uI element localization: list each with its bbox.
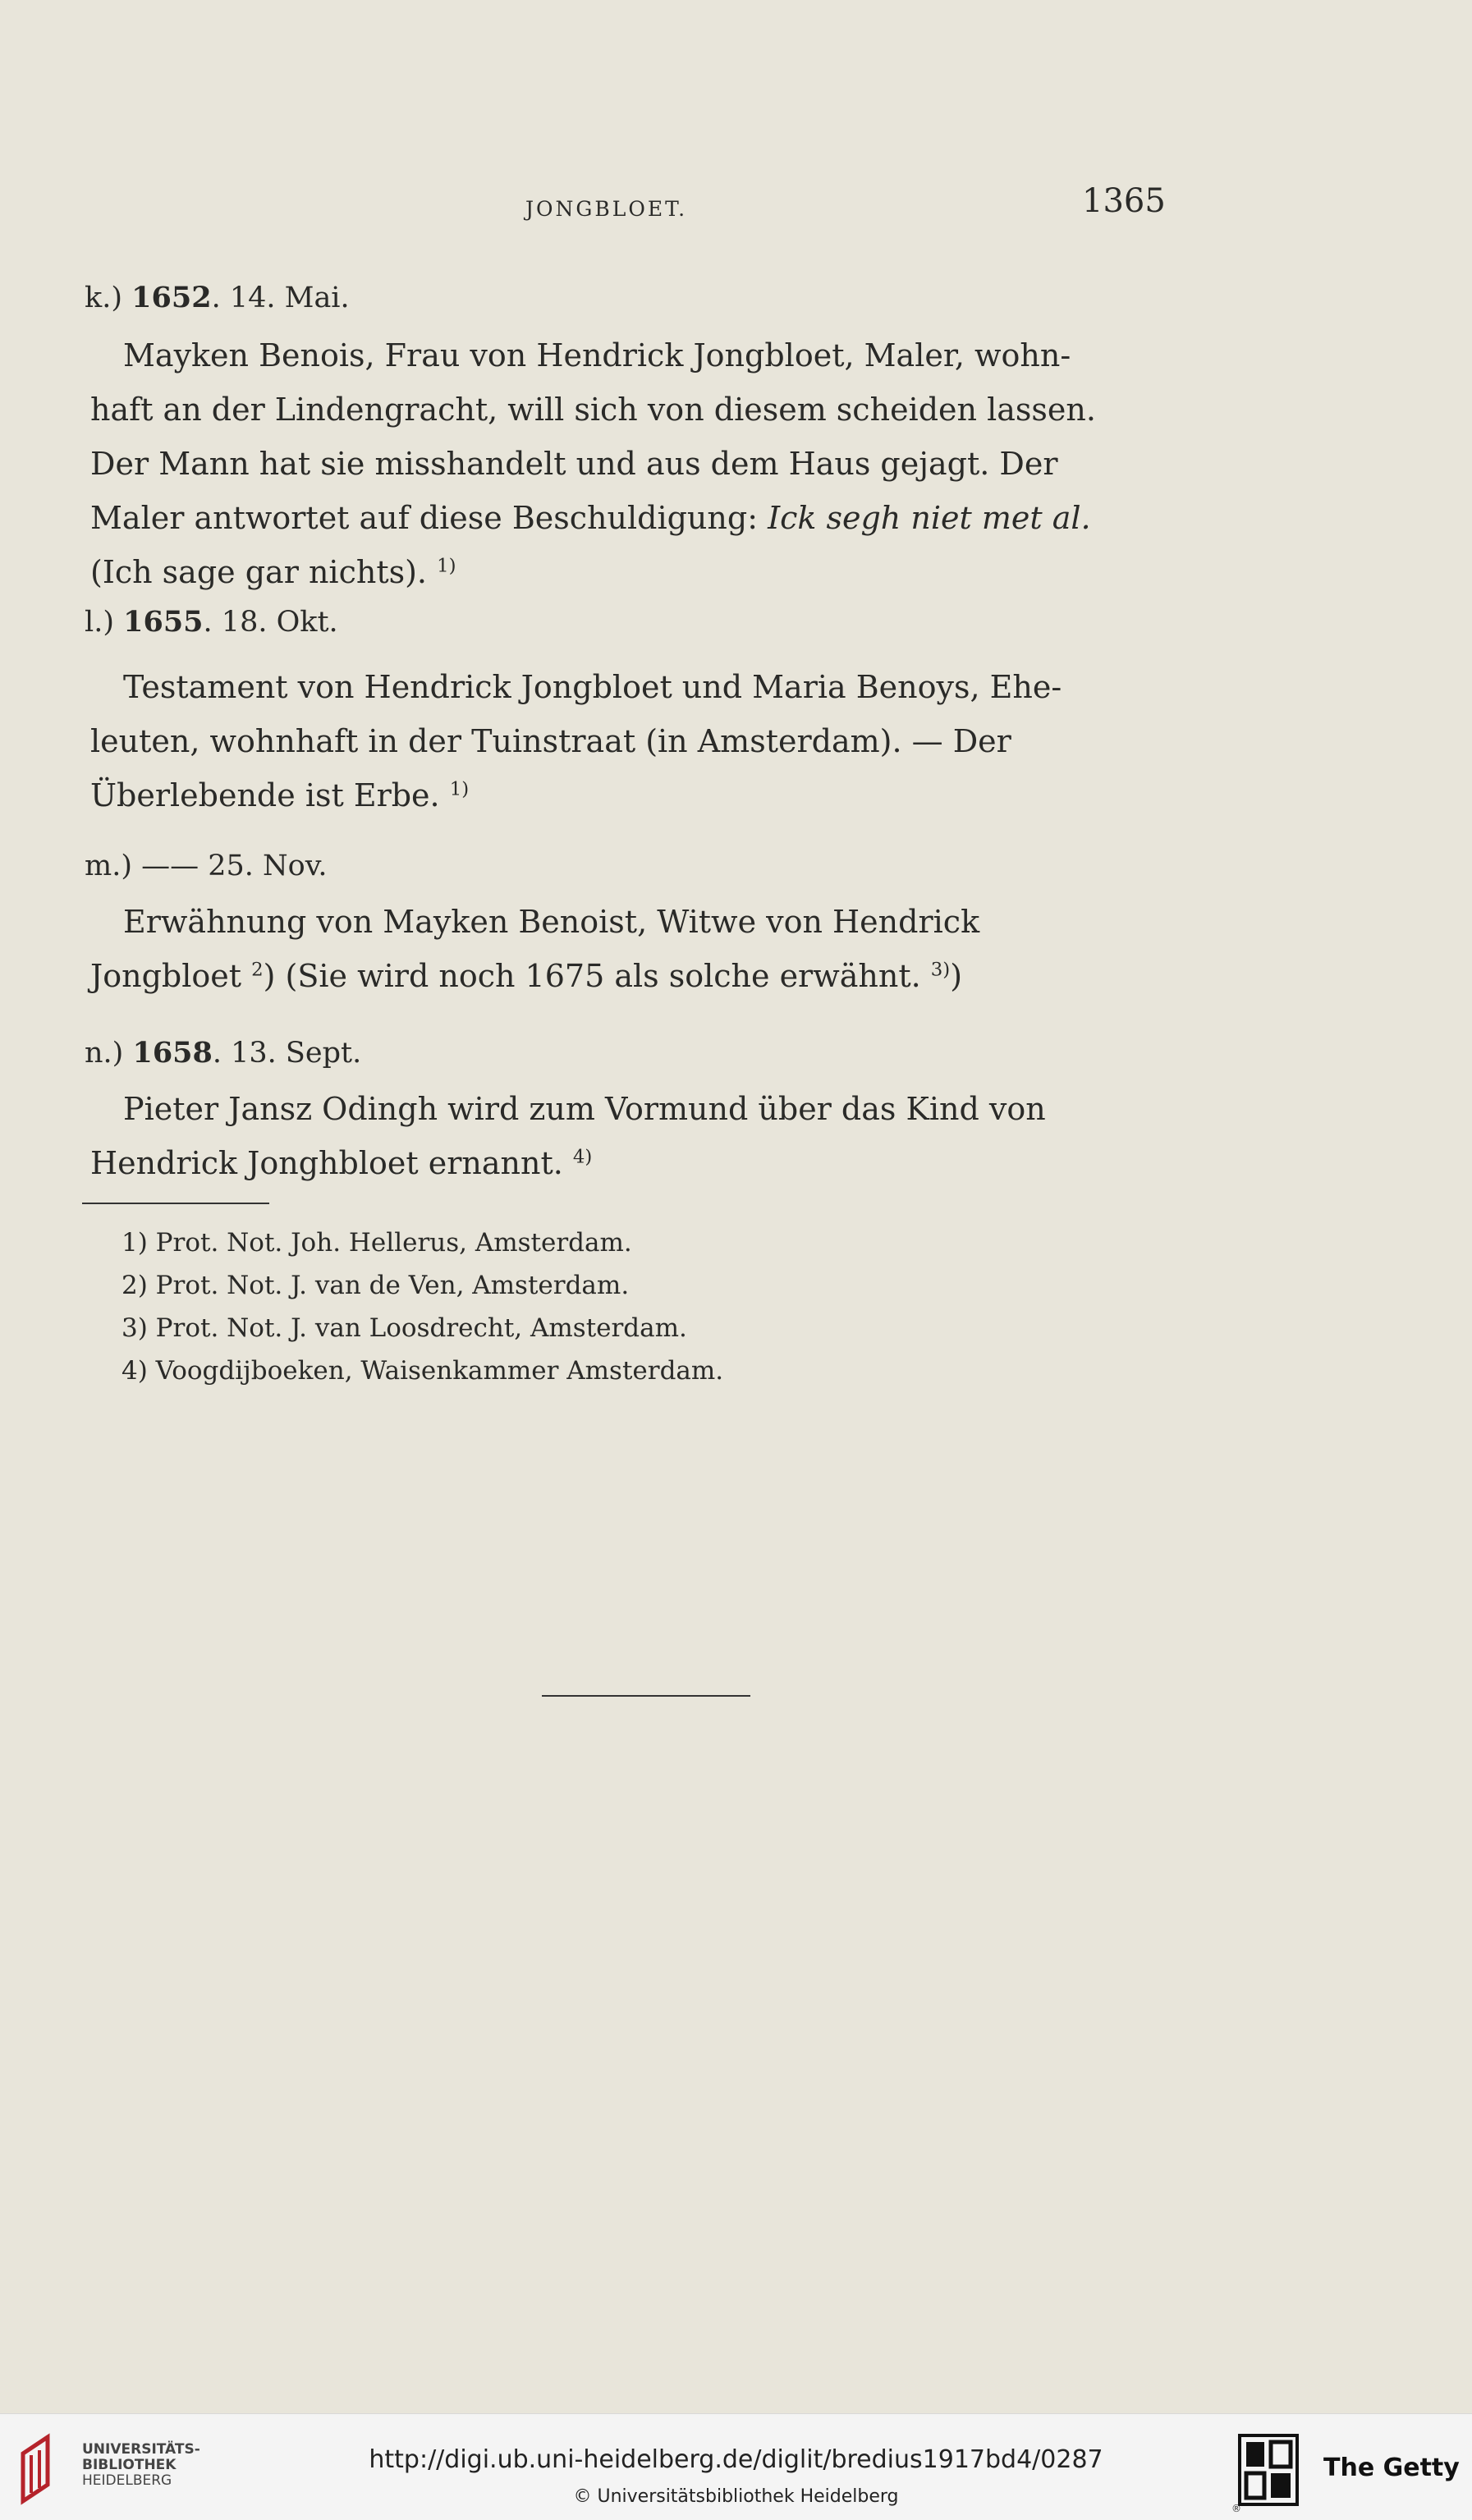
text-line: haft an der Lindengracht, will sich von diesem scheiden lassen.: [90, 392, 1096, 428]
footnote-1: 1) Prot. Not. Joh. Hellerus, Amsterdam.: [122, 1228, 632, 1258]
entry-text-m: [90, 895, 1174, 1003]
entry-heading-n: [85, 1036, 361, 1070]
entry-heading-l: [85, 605, 338, 639]
entry-date: 25. Nov.: [208, 850, 328, 882]
library-line: UNIVERSITÄTS-: [82, 2441, 200, 2458]
entry-heading-m: [85, 850, 327, 882]
entry-text-n: [90, 1082, 1174, 1190]
text-line: leuten, wohnhaft in der Tuinstraat (in Amsterdam). — Der: [90, 723, 1011, 759]
entry-date: . 14. Mai.: [211, 282, 350, 314]
running-title: JONGBLOET.: [525, 197, 688, 221]
entry-year: 1655: [123, 605, 204, 639]
footnote-2: 2) Prot. Not. J. van de Ven, Amsterdam.: [122, 1271, 630, 1300]
italic-quote: Ick segh niet met al.: [768, 500, 1091, 536]
text-line: Pieter Jansz Odingh wird zum Vormund über das Kind von: [123, 1091, 1046, 1127]
copyright-notice: © Universitätsbibliothek Heidelberg: [573, 2486, 899, 2507]
entry-text-k: [90, 328, 1174, 599]
text-line: Erwähnung von Mayken Benoist, Witwe von Hendrick: [123, 904, 980, 940]
end-rule: [542, 1695, 750, 1697]
entry-marker: l.): [85, 606, 114, 639]
text-line: Der Mann hat sie misshandelt und aus dem Haus gejagt. Der: [90, 446, 1058, 482]
text-line: Hendrick Jonghbloet ernannt.: [90, 1145, 573, 1181]
footnote-ref: 2: [251, 959, 264, 981]
footnote-4: 4) Voogdijboeken, Waisenkammer Amsterdam.: [122, 1356, 724, 1386]
entry-dash: ——: [141, 850, 199, 882]
text-line: Jongbloet: [90, 958, 252, 994]
registered-mark: ®: [1231, 2503, 1241, 2514]
getty-name: The Getty: [1323, 2454, 1460, 2482]
entry-date: . 18. Okt.: [203, 606, 338, 639]
entry-marker: n.): [85, 1037, 124, 1070]
text-line: Testament von Hendrick Jongbloet und Maria Benoys, Ehe-: [123, 669, 1062, 705]
text-line: Mayken Benois, Frau von Hendrick Jongbloet, Maler, wohn-: [123, 337, 1071, 373]
getty-logo-icon: [1238, 2432, 1304, 2508]
text-line: Überlebende ist Erbe.: [90, 777, 450, 813]
viewer-footer: [0, 2413, 1472, 2520]
entry-heading-k: [85, 281, 350, 314]
text-line: (Ich sage gar nichts).: [90, 554, 438, 590]
footnote-ref: 1): [437, 555, 456, 577]
entry-year: 1652: [131, 281, 212, 314]
entry-marker: k.): [85, 282, 122, 314]
entry-marker: m.): [85, 850, 132, 882]
library-line: HEIDELBERG: [82, 2472, 172, 2489]
footnote-divider: [82, 1203, 269, 1204]
footnote-ref: 1): [449, 778, 470, 800]
page-number: 1365: [1082, 182, 1166, 220]
entry-text-l: [90, 660, 1174, 822]
text-line: ): [950, 958, 963, 994]
footnote-ref: 3): [930, 959, 951, 981]
entry-date: . 13. Sept.: [212, 1037, 362, 1070]
entry-year: 1658: [132, 1036, 213, 1070]
library-line: BIBLIOTHEK: [82, 2457, 177, 2473]
text-line: Maler antwortet auf diese Beschuldigung:: [90, 500, 768, 536]
footnote-3: 3) Prot. Not. J. van Loosdrecht, Amsterdam.: [122, 1313, 687, 1343]
text-line: ) (Sie wird noch 1675 als solche erwähnt.: [263, 958, 931, 994]
footnote-ref: 4): [572, 1146, 593, 1168]
permalink-url[interactable]: http://digi.ub.uni-heidelberg.de/diglit/bredius1917bd4/0287: [369, 2445, 1103, 2474]
